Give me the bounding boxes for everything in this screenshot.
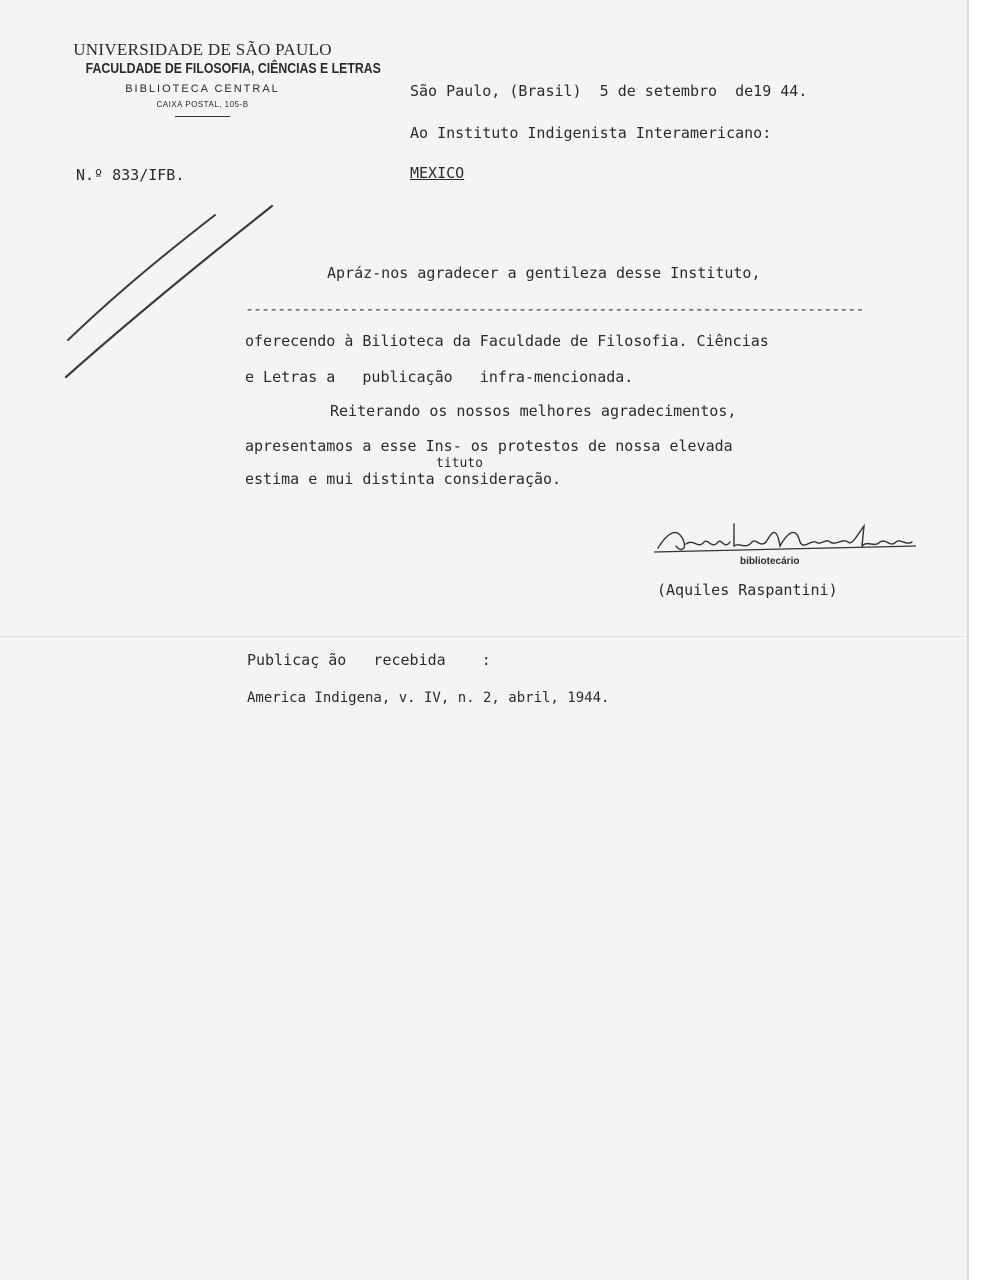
addressee: Ao Instituto Indigenista Interamericano: — [410, 124, 772, 142]
pen-stroke-mark — [60, 200, 290, 390]
paper-fold — [0, 636, 969, 637]
country: MEXICO — [410, 164, 465, 182]
letterhead-faculty: FACULDADE DE FILOSOFIA, CIÊNCIAS E LETRAS — [85, 60, 381, 77]
letterhead-po-box: CAIXA POSTAL, 105-B — [156, 100, 249, 109]
body-line-5-insert: tituto — [436, 456, 483, 471]
body-line-6: estima e mui distinta consideração. — [245, 470, 562, 488]
signatory-name: (Aquiles Raspantini) — [657, 581, 838, 599]
body-line-4: Reiterando os nossos melhores agradecimentos, — [330, 402, 737, 420]
body-line-5: apresentamos a esse Ins- os protestos de nossa elevada — [245, 437, 733, 455]
page-edge — [967, 0, 989, 1280]
letterhead-university: UNIVERSIDADE DE SÃO PAULO — [73, 40, 332, 59]
letterhead — [60, 40, 381, 117]
date-line: São Paulo, (Brasil) 5 de setembro de19 44. — [410, 82, 808, 100]
dash-separator: ----------------------------------------------------------------------------- — [245, 300, 864, 318]
publication-reference: America Indigena, v. IV, n. 2, abril, 1944. — [247, 690, 610, 706]
body-line-3: e Letras a publicação infra-mencionada. — [245, 368, 634, 386]
signature-title: bibliotecário — [740, 556, 800, 567]
letterhead-library: BIBLIOTECA CENTRAL — [125, 83, 280, 95]
body-line-1: Apráz-nos agradecer a gentileza desse Instituto, — [327, 264, 761, 282]
publication-label: Publicaç ão recebida : — [247, 651, 491, 669]
letterhead-rule — [175, 116, 230, 117]
reference-number: N.º 833/IFB. — [76, 166, 185, 184]
body-line-2: oferecendo à Bilioteca da Faculdade de Filosofia. Ciências — [245, 332, 769, 350]
handwritten-signature — [650, 512, 920, 562]
